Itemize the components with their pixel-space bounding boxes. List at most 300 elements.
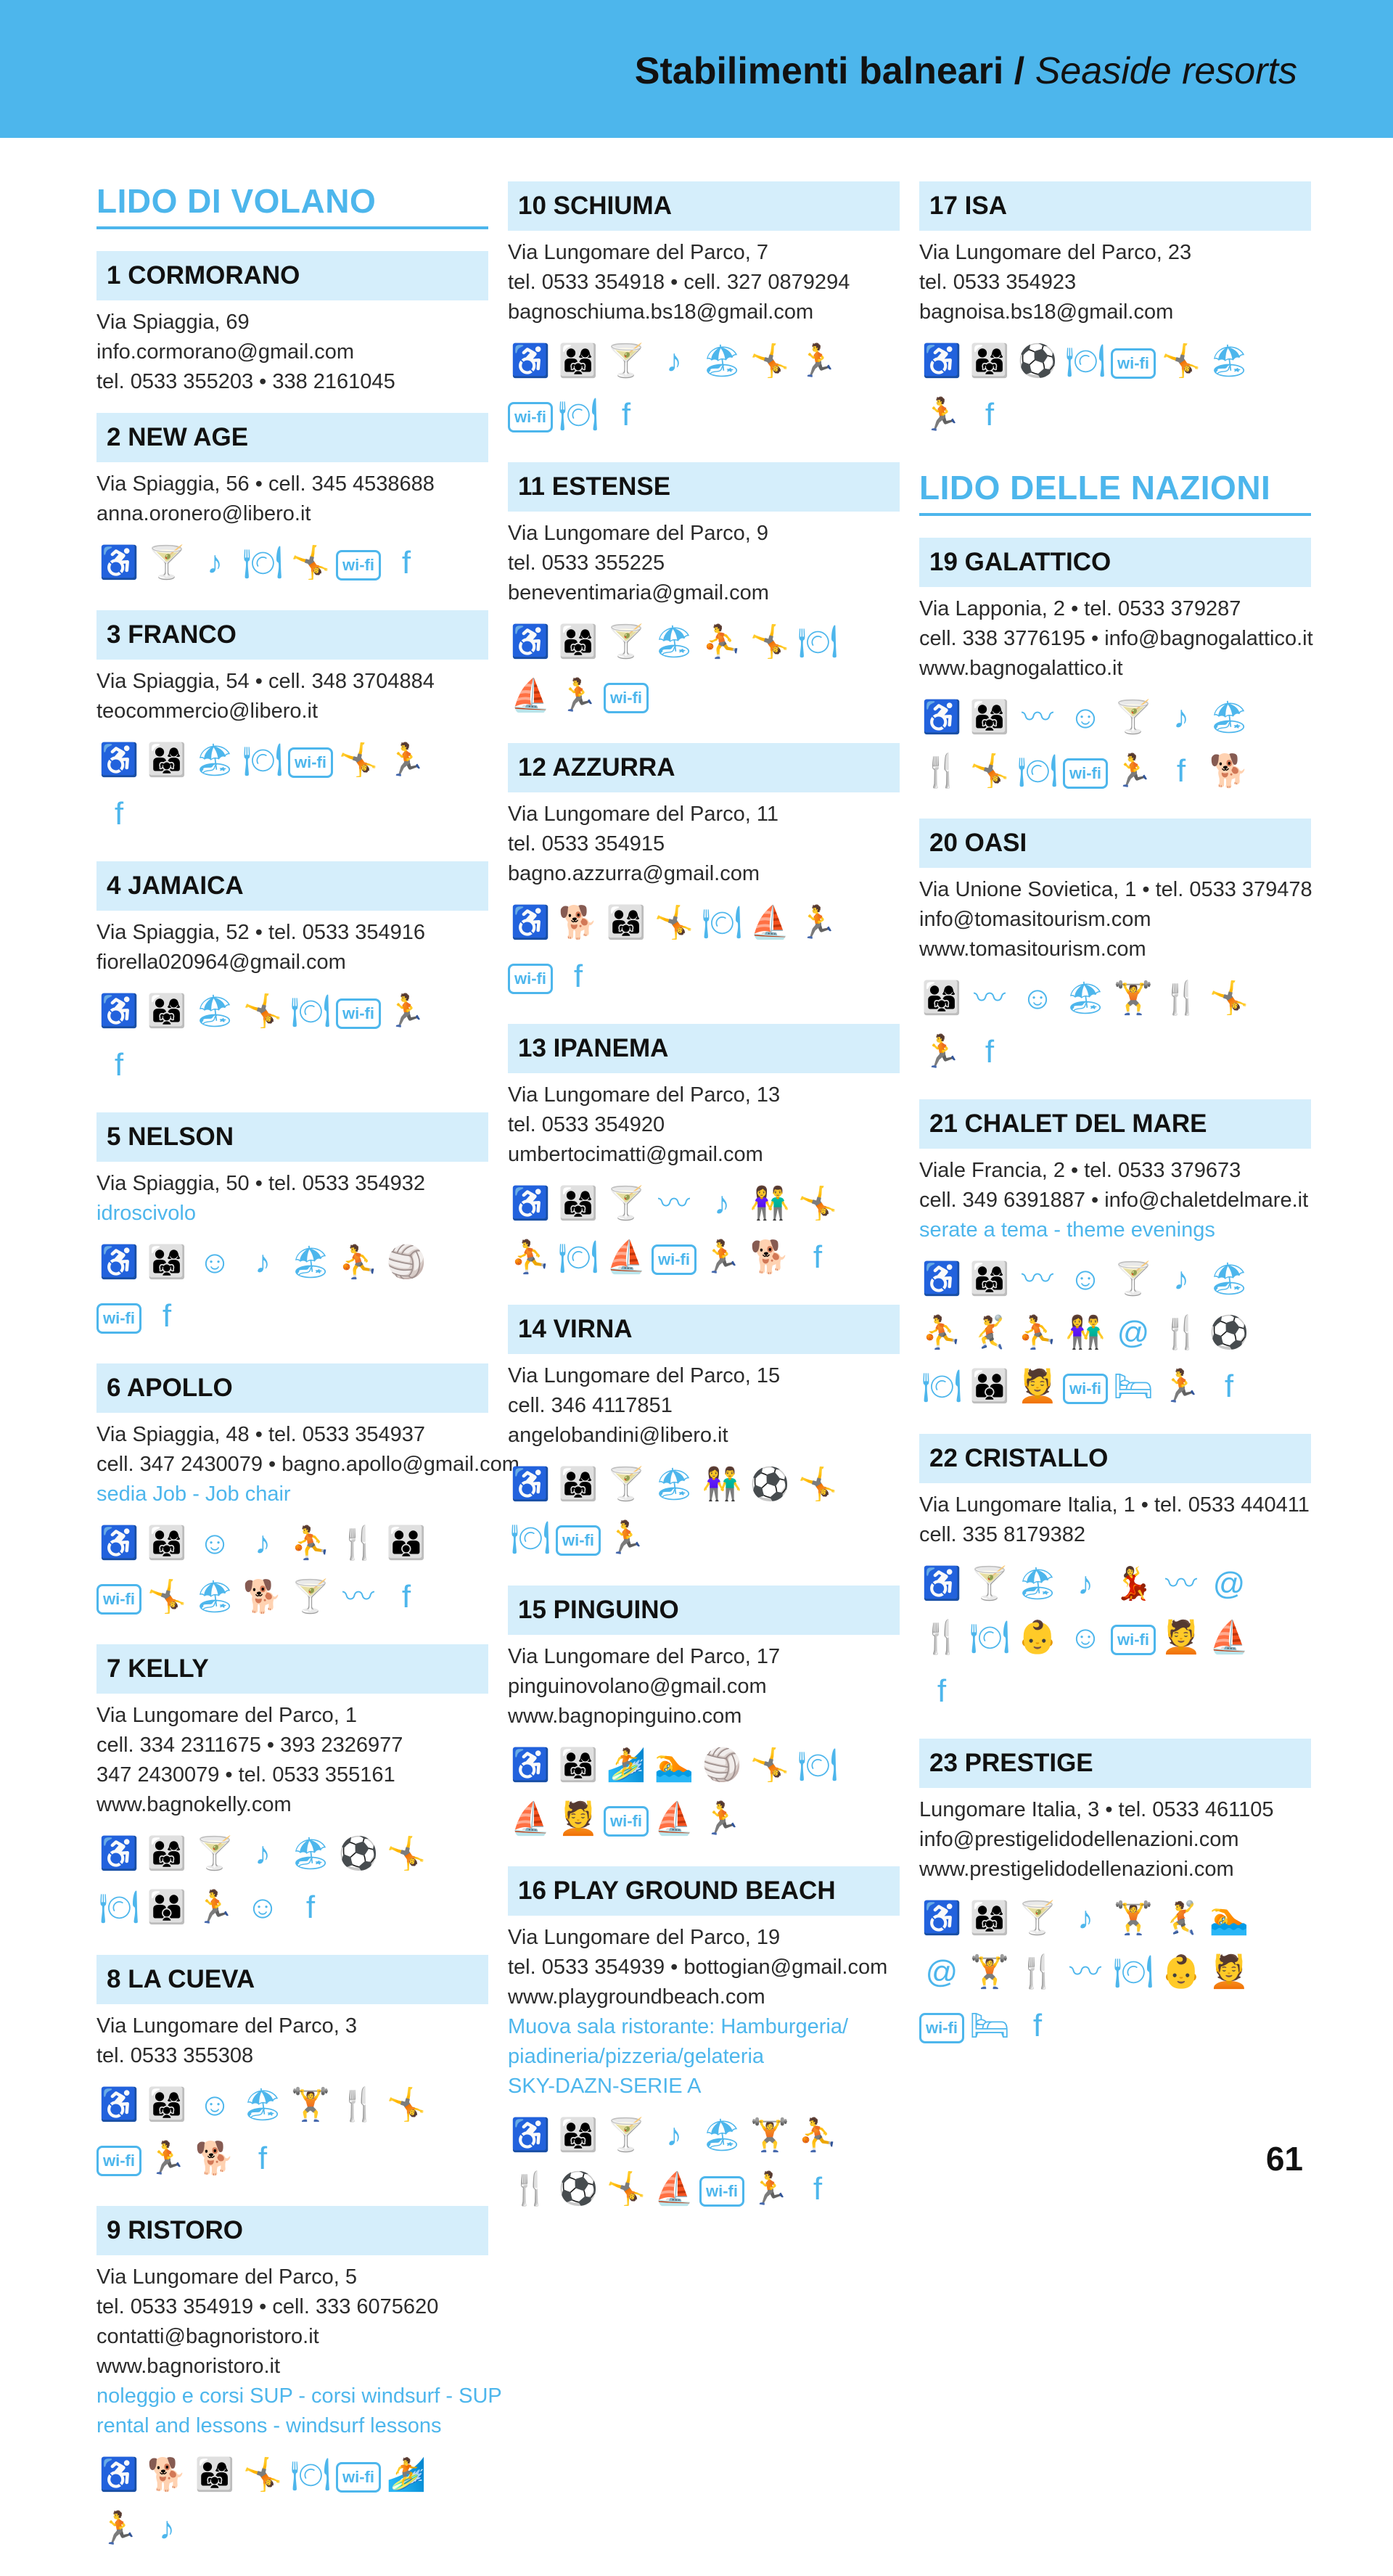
resort-info-line: cell. 347 2430079 • bagno.apollo@gmail.com [96,1453,519,1476]
resort-info-line: Via Spiaggia, 69 [96,311,250,334]
resort-entry [96,1363,519,1628]
resort-name: 15 PINGUINO [508,1586,900,1635]
resort-note: piadineria/pizzeria/gelateria [508,2045,765,2068]
resort-name: 3 FRANCO [96,610,488,660]
facebook-icon: f [401,1579,411,1615]
resort-name: 11 ESTENSE [508,462,900,512]
music-icon: ♪ [666,2117,682,2153]
header-title-bold: Stabilimenti balneari / [634,50,1025,92]
family-icon: 👨‍👩‍👧 [558,1467,599,1502]
wifi-icon: wi-fi [604,683,649,713]
resort-info-line: info.cormorano@gmail.com [96,340,355,364]
wheelchair-icon: ♿ [99,993,139,1029]
wheelchair-icon: ♿ [921,1900,962,1936]
fitness-icon: 🤸 [797,1467,838,1502]
resort-note: rental and lessons - windsurf lessons [96,2414,442,2437]
bar-icon: 🍸 [147,545,187,581]
resort-name: 12 AZZURRA [508,743,900,792]
gym-icon: 🏋 [969,1954,1010,1990]
cutlery-icon: 🍴 [921,1620,962,1655]
fitness-icon: 🤸 [386,2087,427,2122]
resort-name: 7 KELLY [96,1644,488,1694]
running-icon: 🏃 [606,1520,646,1556]
column-1 [96,181,519,2576]
page-header [0,0,1393,138]
area-title-lido-delle-nazioni: LIDO DELLE NAZIONI [919,468,1311,516]
restaurant-icon: 🍽 [702,905,742,940]
dog-icon: 🐕 [242,1579,283,1615]
sailing-icon: ⛵ [1209,1620,1249,1655]
bar-icon: 🍸 [1113,1261,1154,1297]
resort-info-line: tel. 0533 354919 • cell. 333 6075620 [96,2295,439,2318]
beach-icon: 🏖 [1209,700,1249,735]
resort-info-line: bagnoschiuma.bs18@gmail.com [508,300,814,324]
music-icon: ♪ [1173,1261,1189,1297]
music-icon: ♪ [1077,1900,1093,1936]
resort-entry [96,2206,502,2560]
restaurant-icon: 🍽 [969,1620,1010,1655]
sport-icon: ⛹ [921,1315,962,1350]
sport-icon: ⛹ [1017,1315,1058,1350]
resort-entry [508,181,900,446]
resort-info-line: www.bagnokelly.com [96,1793,292,1816]
resort-info-line: cell. 335 8179382 [919,1523,1085,1546]
family-icon: 👨‍👩‍👧 [147,2087,187,2122]
resort-name: 17 ISA [919,181,1311,231]
dog-icon: 🐕 [147,2457,187,2493]
header-title [635,49,1297,93]
resort-name: 23 PRESTIGE [919,1739,1311,1788]
wifi-icon: wi-fi [336,998,381,1029]
cutlery-icon: 🍴 [1017,1954,1058,1990]
family-icon: 👨‍👩‍👧 [606,905,646,940]
gym-icon: 🏋 [749,2117,790,2153]
dance-icon: 👫 [1065,1315,1106,1350]
resort-info-line: cell. 349 6391887 • info@chaletdelmare.it [919,1189,1309,1212]
service-icons [508,339,885,446]
resort-info-line: Via Spiaggia, 54 • cell. 348 3704884 [96,670,435,693]
wifi-icon: wi-fi [1063,1374,1108,1404]
facebook-icon: f [937,1673,947,1709]
resort-info-line: pinguinovolano@gmail.com [508,1675,767,1698]
resort-name: 14 VIRNA [508,1305,900,1354]
music-icon: ♪ [159,2511,175,2546]
resort-info-line: cell. 346 4117851 [508,1394,673,1417]
volleyball-icon: 🏐 [386,1244,427,1280]
wheelchair-icon: ♿ [510,1467,551,1502]
baby-icon: 👶 [1161,1954,1201,1990]
bar-icon: 🍸 [969,1566,1010,1601]
massage-icon: 💆 [1161,1620,1201,1655]
bar-icon: 🍸 [290,1579,331,1615]
sport-icon: ⛹ [290,1525,331,1561]
facebook-icon: f [1032,2008,1043,2043]
restaurant-icon: 🍽 [797,1747,838,1783]
music-icon: ♪ [1077,1566,1093,1601]
football-icon: ⚽ [558,2171,599,2207]
bar-icon: 🍸 [606,2117,646,2153]
resort-info-line: 347 2430079 • tel. 0533 355161 [96,1763,395,1787]
resort-info-line: Via Lungomare del Parco, 3 [96,2014,357,2038]
fitness-icon: 🤸 [242,2457,283,2493]
resort-info-line: tel. 0533 355308 [96,2044,254,2067]
resort-name: 4 JAMAICA [96,861,488,911]
resort-name: 20 OASI [919,819,1311,868]
wheelchair-icon: ♿ [99,1836,139,1871]
resort-info-line: Lungomare Italia, 3 • tel. 0533 461105 [919,1798,1274,1821]
wheelchair-icon: ♿ [99,545,139,581]
wifi-icon: wi-fi [919,2013,964,2043]
sport-icon: ⛹ [338,1244,379,1280]
resort-name: 8 LA CUEVA [96,1955,488,2004]
resort-info-line: Via Lungomare del Parco, 5 [96,2265,357,2289]
facebook-icon: f [985,397,995,432]
resort-info-line: www.bagnopinguino.com [508,1705,742,1728]
cutlery-icon: 🍴 [338,1525,379,1561]
wifi-icon: wi-fi [556,1525,601,1556]
facebook-icon: f [813,2171,823,2207]
resort-info-line: Via Spiaggia, 50 • tel. 0533 354932 [96,1172,426,1195]
wheelchair-icon: ♿ [510,1186,551,1221]
running-icon: 🏃 [749,2171,790,2207]
service-icons [919,1562,1297,1723]
bar-icon: 🍸 [1113,700,1154,735]
sailing-icon: ⛵ [654,2171,694,2207]
column-2 [508,181,900,2236]
fitness-icon: 🤸 [654,905,694,940]
family-icon: 👨‍👩‍👧 [147,993,187,1029]
bar-icon: 🍸 [194,1836,235,1871]
beach-icon: 🏖 [242,2087,283,2122]
football-icon: ⚽ [1017,343,1058,379]
smile-icon: ☺ [1069,1620,1102,1655]
resort-info-line: cell. 334 2311675 • 393 2326977 [96,1734,403,1757]
wifi-icon: wi-fi [1111,1625,1156,1655]
smile-icon: ☺ [246,1890,279,1925]
facebook-icon: f [621,397,631,432]
resort-info-line: www.prestigelidodellenazioni.com [919,1858,1234,1881]
fitness-icon: 🤸 [242,993,283,1029]
resort-info-line: tel. 0533 354923 [919,271,1077,294]
kids-icon: 👪 [386,1525,427,1561]
gym-icon: 🏋 [1113,980,1154,1016]
music-icon: ♪ [255,1836,271,1871]
sport-icon: ⛹ [797,2117,838,2153]
massage-icon: 💆 [558,1801,599,1837]
water-icon: 〰 [342,1579,374,1615]
sport-icon: ⛹ [510,1239,551,1275]
service-icons [919,976,1297,1083]
service-icons [508,1181,885,1289]
family-icon: 👨‍👩‍👧 [558,624,599,660]
resort-entry [96,1644,488,1939]
family-icon: 👨‍👩‍👧 [558,1186,599,1221]
resort-info-line: contatti@bagnoristoro.it [96,2325,319,2348]
sunbed-icon: 🛏 [969,2008,1010,2043]
gym-icon: 🏋 [290,2087,331,2122]
family-icon: 👨‍👩‍👧 [558,1747,599,1783]
resort-entry [96,1112,488,1348]
family-icon: 👨‍👩‍👧 [969,1261,1010,1297]
family-icon: 👨‍👩‍👧 [558,2117,599,2153]
resort-entry [508,1586,900,1850]
resort-info-line: Via Lapponia, 2 • tel. 0533 379287 [919,597,1241,620]
column-3 [919,181,1311,2073]
wheelchair-icon: ♿ [921,343,962,379]
fitness-icon: 🤸 [797,1186,838,1221]
fitness-icon: 🤸 [1161,343,1201,379]
internet-icon: @ [1117,1315,1150,1350]
family-icon: 👨‍👩‍👧 [969,700,1010,735]
running-icon: 🏃 [921,1034,962,1070]
dance-icon: 👫 [702,1467,742,1502]
water-icon: 〰 [1069,1954,1101,1990]
service-icons [96,541,474,594]
family-icon: 👨‍👩‍👧 [558,343,599,379]
service-icons [96,1240,474,1348]
resort-name: 13 IPANEMA [508,1024,900,1073]
resort-info-line: umbertocimatti@gmail.com [508,1143,763,1166]
gym-icon: 🏋 [1113,1900,1154,1936]
family-icon: 👨‍👩‍👧 [969,1900,1010,1936]
beach-icon: 🏖 [1209,343,1249,379]
restaurant-icon: 🍽 [921,1369,962,1404]
resort-info-line: Via Lungomare del Parco, 7 [508,241,768,264]
beach-icon: 🏖 [1209,1261,1249,1297]
running-icon: 🏃 [702,1801,742,1837]
resort-entry [96,251,488,397]
restaurant-icon: 🍽 [1017,753,1058,789]
wheelchair-icon: ♿ [99,742,139,778]
resort-entry [919,1434,1311,1723]
baby-icon: 👶 [1017,1620,1058,1655]
dog-icon: 🐕 [1209,753,1249,789]
restaurant-icon: 🍽 [290,993,331,1029]
bar-icon: 🍸 [606,343,646,379]
resort-info-line: tel. 0533 354918 • cell. 327 0879294 [508,271,850,294]
fitness-icon: 🤸 [969,753,1010,789]
massage-icon: 💆 [1209,1954,1249,1990]
resort-entry [96,861,488,1096]
facebook-icon: f [1224,1369,1234,1404]
resort-info-line: Via Unione Sovietica, 1 • tel. 0533 379478 [919,878,1312,901]
service-icons [919,1257,1297,1418]
family-icon: 👨‍👩‍👧 [147,1244,187,1280]
internet-icon: @ [925,1954,958,1990]
dance-icon: 👫 [749,1186,790,1221]
sport-icon: ⛹ [702,624,742,660]
dancer-icon: 💃 [1113,1566,1154,1601]
service-icons [919,339,1297,446]
dog-icon: 🐕 [749,1239,790,1275]
football-icon: ⚽ [1209,1315,1249,1350]
wifi-icon: wi-fi [508,964,553,994]
music-icon: ♪ [207,545,223,581]
wheelchair-icon: ♿ [921,700,962,735]
facebook-icon: f [258,2141,268,2176]
wheelchair-icon: ♿ [99,2087,139,2122]
bar-icon: 🍸 [606,624,646,660]
facebook-icon: f [1176,753,1186,789]
smile-icon: ☺ [1069,1261,1102,1297]
sailing-icon: ⛵ [510,678,551,713]
beach-icon: 🏖 [702,343,742,379]
resort-info-line: tel. 0533 355225 [508,551,665,575]
beach-icon: 🏖 [702,2117,742,2153]
resort-info-line: Via Lungomare del Parco, 19 [508,1926,781,1949]
family-icon: 👨‍👩‍👧 [921,980,962,1016]
service-icons [919,1896,1297,2057]
resort-note: noleggio e corsi SUP - corsi windsurf - SUP [96,2384,502,2408]
resort-info-line: teocommercio@libero.it [96,700,319,723]
facebook-icon: f [162,1298,172,1334]
beach-icon: 🏖 [194,742,235,778]
service-icons [96,738,474,845]
wheelchair-icon: ♿ [510,624,551,660]
running-icon: 🏃 [1113,753,1154,789]
wifi-icon: wi-fi [604,1806,649,1837]
water-icon: 〰 [1165,1566,1197,1601]
resort-info-line: Via Spiaggia, 56 • cell. 345 4538688 [96,472,435,496]
facebook-icon: f [114,1047,124,1083]
fitness-icon: 🤸 [147,1579,187,1615]
beach-icon: 🏖 [1017,1566,1058,1601]
wheelchair-icon: ♿ [510,2117,551,2153]
music-icon: ♪ [1173,700,1189,735]
service-icons [96,1831,474,1939]
resort-entry [508,1305,900,1570]
fitness-icon: 🤸 [290,545,331,581]
wifi-icon: wi-fi [336,2462,381,2493]
resort-name: 22 CRISTALLO [919,1434,1311,1483]
resort-entry [919,538,1311,803]
resort-entry [96,413,488,594]
page-number: 61 [1265,2140,1303,2178]
water-icon: 〰 [1022,700,1053,735]
water-icon: 〰 [1022,1261,1053,1297]
wifi-icon: wi-fi [96,2146,141,2176]
wheelchair-icon: ♿ [921,1566,962,1601]
service-icons [508,901,885,1008]
football-icon: ⚽ [749,1467,790,1502]
resort-info-line: tel. 0533 354915 [508,832,665,856]
ball-game-icon: 🤾 [1161,1900,1201,1936]
resort-note: sedia Job - Job chair [96,1482,291,1506]
running-icon: 🏃 [386,993,427,1029]
smile-icon: ☺ [198,1244,231,1280]
resort-info-line: Via Lungomare del Parco, 13 [508,1083,781,1107]
kids-icon: 👪 [147,1890,187,1925]
wifi-icon: wi-fi [508,402,553,432]
service-icons [508,1462,885,1570]
resort-info-line: Via Lungomare del Parco, 17 [508,1645,781,1668]
restaurant-icon: 🍽 [510,1520,551,1556]
service-icons [508,1743,885,1850]
service-icons [96,2453,474,2560]
music-icon: ♪ [714,1186,730,1221]
resort-info-line: tel. 0533 354920 [508,1113,665,1136]
restaurant-icon: 🍽 [242,545,283,581]
kids-icon: 👪 [969,1369,1010,1404]
fitness-icon: 🤸 [338,742,379,778]
sailing-icon: ⛵ [606,1239,646,1275]
smile-icon: ☺ [1021,980,1054,1016]
wheelchair-icon: ♿ [99,2457,139,2493]
restaurant-icon: 🍽 [558,1239,599,1275]
surf-icon: 🏄 [606,1747,646,1783]
wheelchair-icon: ♿ [510,905,551,940]
resort-info-line: Via Lungomare Italia, 1 • tel. 0533 440411 [919,1493,1310,1517]
resort-info-line: tel. 0533 354939 • bottogian@gmail.com [508,1956,888,1979]
family-icon: 👨‍👩‍👧 [147,742,187,778]
resort-info-line: Via Lungomare del Parco, 11 [508,803,778,826]
resort-info-line: anna.oronero@libero.it [96,502,311,525]
running-icon: 🏃 [702,1239,742,1275]
facebook-icon: f [401,545,411,581]
wheelchair-icon: ♿ [921,1261,962,1297]
resort-note: serate a tema - theme evenings [919,1218,1215,1242]
wifi-icon: wi-fi [336,550,381,581]
sailing-icon: ⛵ [510,1801,551,1837]
resort-name: 21 CHALET DEL MARE [919,1099,1311,1149]
wifi-icon: wi-fi [96,1584,141,1615]
header-title-italic: Seaside resorts [1035,50,1297,92]
resort-note: idroscivolo [96,1202,196,1225]
restaurant-icon: 🍽 [558,397,599,432]
sailing-icon: ⛵ [749,905,790,940]
running-icon: 🏃 [1161,1369,1201,1404]
water-icon: 〰 [658,1186,690,1221]
wheelchair-icon: ♿ [99,1244,139,1280]
cutlery-icon: 🍴 [338,2087,379,2122]
resort-name: 16 PLAY GROUND BEACH [508,1866,900,1916]
wifi-icon: wi-fi [1063,758,1108,789]
football-icon: ⚽ [338,1836,379,1871]
wifi-icon: wi-fi [652,1244,696,1275]
family-icon: 👨‍👩‍👧 [147,1525,187,1561]
service-icons [919,695,1297,803]
smile-icon: ☺ [198,1525,231,1561]
surf-icon: 🏄 [386,2457,427,2493]
resort-entry [919,1739,1311,2057]
massage-icon: 💆 [1017,1369,1058,1404]
music-icon: ♪ [255,1244,271,1280]
resort-name: 10 SCHIUMA [508,181,900,231]
running-icon: 🏃 [386,742,427,778]
resort-entry [96,1955,488,2190]
beach-icon: 🏖 [654,1467,694,1502]
cutlery-icon: 🍴 [921,753,962,789]
resort-info-line: fiorella020964@gmail.com [96,951,346,974]
resort-name: 19 GALATTICO [919,538,1311,587]
service-icons [96,2083,474,2190]
restaurant-icon: 🍽 [99,1890,139,1925]
service-icons [508,620,885,727]
running-icon: 🏃 [147,2141,187,2176]
facebook-icon: f [305,1890,316,1925]
sunbed-icon: 🛏 [1113,1369,1154,1404]
beach-icon: 🏖 [194,993,235,1029]
volleyball-icon: 🏐 [702,1747,742,1783]
resort-name: 9 RISTORO [96,2206,488,2255]
cutlery-icon: 🍴 [1161,980,1201,1016]
resort-info-line: info@tomasitourism.com [919,908,1151,931]
area-title-lido-di-volano: LIDO DI VOLANO [96,181,488,229]
service-icons [96,989,474,1096]
resort-name: 2 NEW AGE [96,413,488,462]
resort-info-line: Viale Francia, 2 • tel. 0533 379673 [919,1159,1241,1182]
resort-name: 5 NELSON [96,1112,488,1162]
